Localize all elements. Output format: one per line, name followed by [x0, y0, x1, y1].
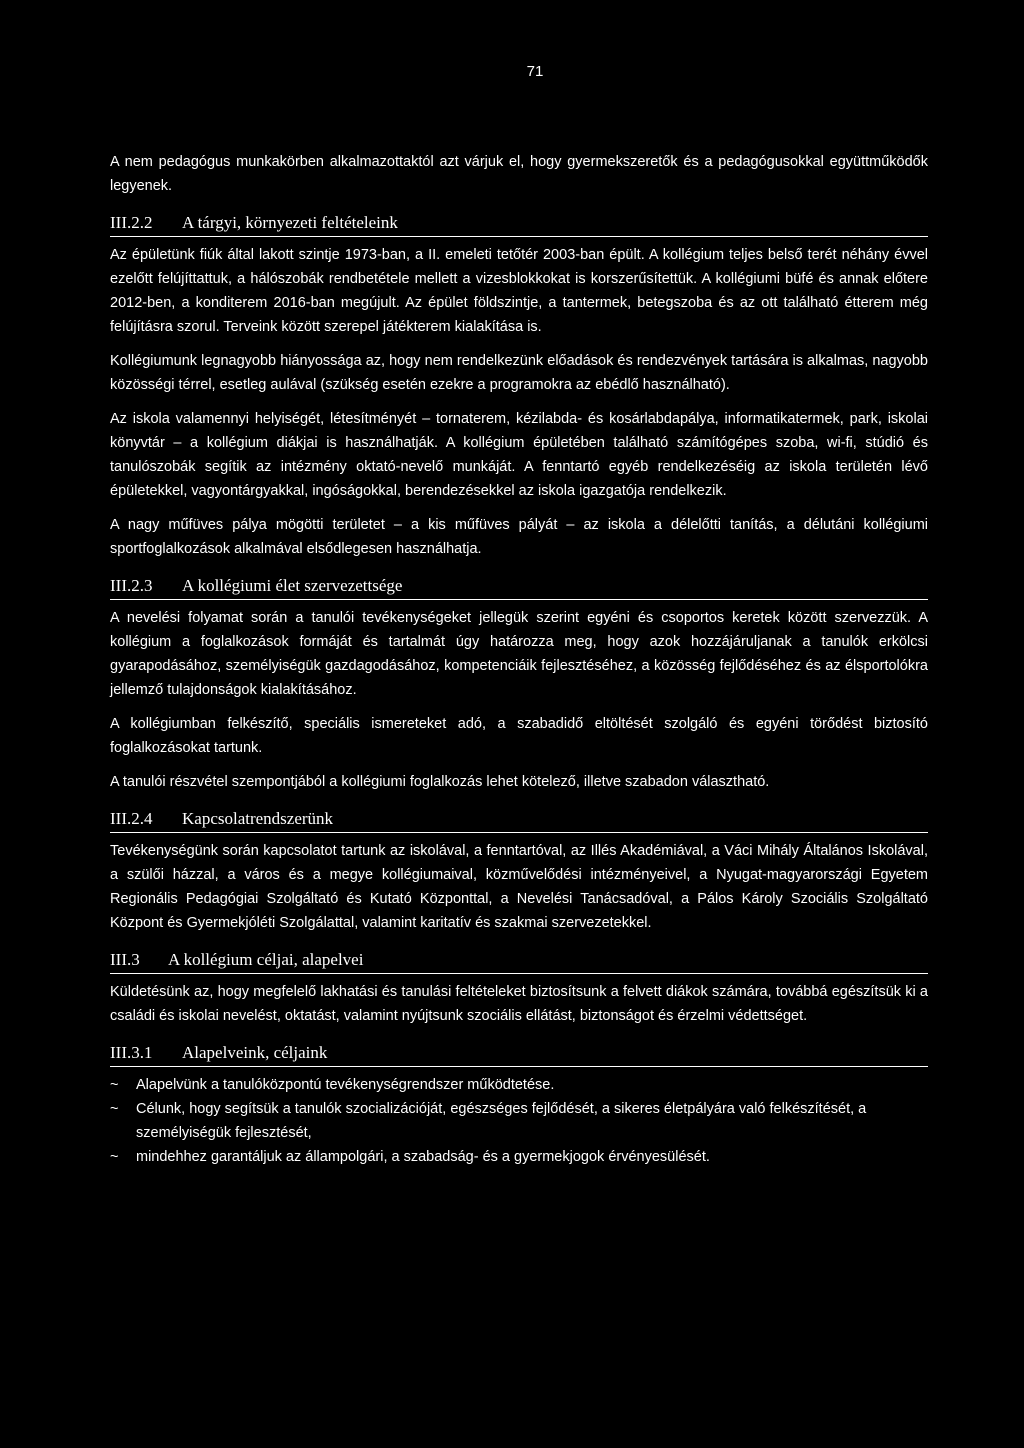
- paragraph: A tanulói részvétel szempontjából a kollégiumi foglalkozás lehet kötelező, illetve szabadon választható.: [110, 774, 770, 790]
- section-heading-III-2-2: [110, 212, 928, 237]
- paragraph: Küldetésünk az, hogy megfelelő lakhatási és tanulási feltételeket biztosítsunk a felvett diákok számára, továbbá egészítsük ki a családi és iskolai nevelést, oktatást, valamint nyújtsunk szociális ellátást, biztonságot és érzelmi védettséget.: [110, 984, 928, 1024]
- document-body: [110, 150, 928, 1169]
- section-number: III.3.1: [110, 1043, 153, 1062]
- section-heading-III-2-4: [110, 808, 928, 833]
- section-number: III.2.3: [110, 576, 153, 595]
- section-title: Kapcsolatrendszerünk: [182, 809, 334, 828]
- section-number: III.3: [110, 950, 140, 969]
- list-item-text: Alapelvünk a tanulóközpontú tevékenységrendszer működtetése.: [136, 1077, 555, 1093]
- paragraph: Kollégiumunk legnagyobb hiányossága az, hogy nem rendelkezünk előadások és rendezvények tartására is alkalmas, nagyobb közösségi térrel, esetleg aulával (szükség esetén ezekre a programokra az ebédlő használható).: [110, 353, 928, 393]
- section-title: A kollégium céljai, alapelvei: [168, 950, 364, 969]
- list-item: [110, 1145, 928, 1169]
- section-title: A tárgyi, környezeti feltételeink: [182, 213, 398, 232]
- list-item: [110, 1073, 928, 1097]
- section-heading-III-3: [110, 949, 928, 974]
- section-heading-III-2-3: [110, 575, 928, 600]
- principles-list: [110, 1073, 928, 1169]
- tilde-bullet-icon: ~: [110, 1149, 119, 1165]
- paragraph: Az épületünk fiúk által lakott szintje 1973-ban, a II. emeleti tetőtér 2003-ban épült. A kollégium teljes belső terét néhány évvel ezelőtt felújíttattuk, a hálószobák rendbetétele mellett a vizesblokkokat is korszerűsítettük. A kollégiumi büfé és annak előtere 2012-ben, a konditerem 2016-ban megújult. Az épület földszintje, a tantermek, betegszoba és az ott található étterem még felújításra szorul. Terveink között szerepel játékterem kialakítása is.: [110, 247, 928, 335]
- section-number: III.2.4: [110, 809, 153, 828]
- page-number: 71: [526, 63, 544, 80]
- section-title: Alapelveink, céljaink: [182, 1043, 328, 1062]
- section-title: A kollégiumi élet szervezettsége: [182, 576, 403, 595]
- tilde-bullet-icon: ~: [110, 1077, 119, 1093]
- paragraph: Az iskola valamennyi helyiségét, létesítményét – tornaterem, kézilabda- és kosárlabdapálya, informatikatermek, park, iskolai könyvtár – a kollégium diákjai is használhatják. A kollégium épületében található számítógépes szoba, wi-fi, stúdió és tanulószobák segítik az intézmény oktató-nevelő munkáját. A fenntartó egyéb rendelkezéséig az iskola területén lévő épületekkel, vagyontárgyakkal, ingóságokkal, berendezésekkel az iskola igazgatója rendelkezik.: [110, 411, 928, 499]
- section-heading-III-3-1: [110, 1042, 928, 1067]
- paragraph: A nagy műfüves pálya mögötti területet – a kis műfüves pályát – az iskola a délelőtti tanítás, a délutáni kollégiumi sportfoglalkozások alkalmával elsődlegesen használhatja.: [110, 517, 928, 557]
- intro-paragraph: A nem pedagógus munkakörben alkalmazottaktól azt várjuk el, hogy gyermekszeretők és a pedagógusokkal együttműködők legyenek.: [110, 154, 928, 194]
- section-number: III.2.2: [110, 213, 153, 232]
- tilde-bullet-icon: ~: [110, 1101, 119, 1117]
- list-item-text: Célunk, hogy segítsük a tanulók szocializációját, egészséges fejlődését, a sikeres életpályára való felkészítését, a személyiségük fejlesztését,: [136, 1101, 867, 1141]
- paragraph: A nevelési folyamat során a tanulói tevékenységeket jellegük szerint egyéni és csoportos keretek között szervezzük. A kollégium a foglalkozások formáját és tartalmát úgy határozza meg, hogy azok hozzájáruljanak a tanulók erkölcsi gyarapodásához, személyiségük gazdagodásához, kompetenciáik fejlesztéséhez, a közösség fejlődéséhez és az élsportolókra jellemző tulajdonságok kialakításához.: [110, 610, 928, 698]
- paragraph: A kollégiumban felkészítő, speciális ismereteket adó, a szabadidő eltöltését szolgáló és egyéni törődést biztosító foglalkozásokat tartunk.: [110, 716, 928, 756]
- list-item: [110, 1097, 928, 1145]
- paragraph: Tevékenységünk során kapcsolatot tartunk az iskolával, a fenntartóval, az Illés Akadémiával, a Váci Mihály Általános Iskolával, a szülői házzal, a város és a megye kollégiumaival, közművelődési intézményeivel, a Nyugat-magyarországi Egyetem Regionális Pedagógiai Szolgáltató és Kutató Központtal, a Nevelési Tanácsadóval, a Pálos Károly Szociális Szolgáltató Központ és Gyermekjóléti Szolgálattal, valamint karitatív és szakmai szervezetekkel.: [110, 843, 928, 931]
- list-item-text: mindehhez garantáljuk az állampolgári, a szabadság- és a gyermekjogok érvényesülését.: [136, 1149, 710, 1165]
